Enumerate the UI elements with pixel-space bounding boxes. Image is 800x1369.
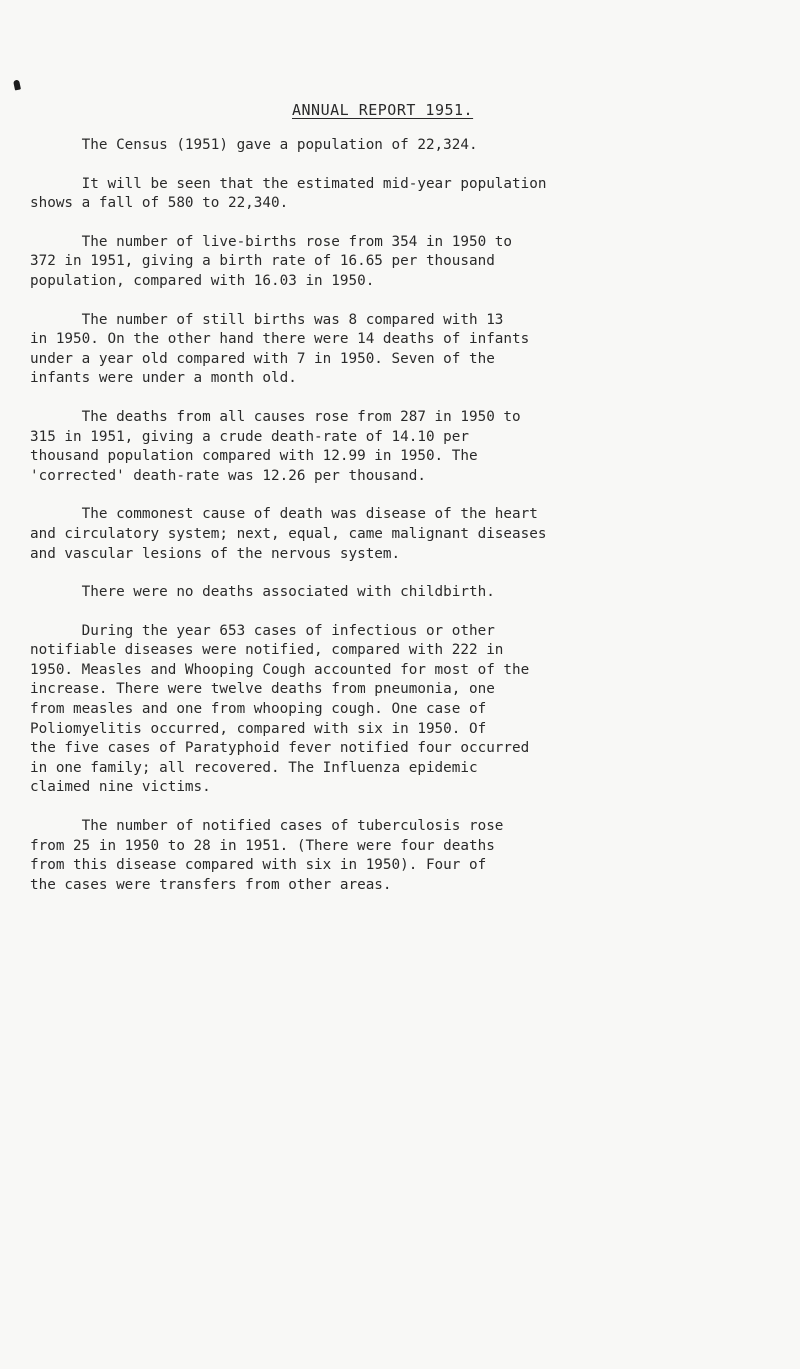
ink-mark bbox=[13, 79, 21, 90]
paragraph-still-births: The number of still births was 8 compared with 13 in 1950. On the other hand there were 14 deaths of infants under a year old compared with 7 in 1950. Seven of the infants were under a month old. bbox=[30, 311, 530, 387]
paragraph-population-estimate: It will be seen that the estimated mid-year population shows a fall of 580 to 22,340. bbox=[30, 175, 547, 212]
paragraph-deaths: The deaths from all causes rose from 287 in 1950 to 315 in 1951, giving a crude death-rate of 14.10 per thousand population compared with 12.99 in 1950. The 'corrected' death-rate was 12.26 per thousand. bbox=[30, 408, 521, 484]
report-body bbox=[30, 136, 800, 914]
paragraph-live-births: The number of live-births rose from 354 in 1950 to 372 in 1951, giving a birth rate of 16.65 per thousand population, compared with 16.03 in 1950. bbox=[30, 233, 513, 289]
paragraph-tuberculosis: The number of notified cases of tuberculosis rose from 25 in 1950 to 28 in 1951. (There were four deaths from this disease compared with six in 1950). Four of the cases were transfers from other areas. bbox=[30, 818, 504, 893]
paragraph-notifiable-diseases: During the year 653 cases of infectious or other notifiable diseases were notified, compared with 222 in 1950. Measles and Whooping Cough accounted for most of the increase. There were twelve deaths from pneumonia, one from measles and one from whooping cough. One case of Poliomyelitis occurred, compared with six in 1950. Of the five cases of Paratyphoid fever notified four occurred in one family; all recovered. The Influenza epidemic claimed nine victims. bbox=[30, 622, 530, 796]
paragraph-census: The Census (1951) gave a population of 22,324. bbox=[30, 137, 478, 153]
paragraph-childbirth: There were no deaths associated with childbirth. bbox=[30, 584, 495, 601]
report-title: ANNUAL REPORT 1951. bbox=[292, 101, 474, 119]
paragraph-causes-of-death: The commonest cause of death was disease of the heart and circulatory system; next, equal, came malignant diseases and vascular lesions of the nervous system. bbox=[30, 506, 547, 562]
